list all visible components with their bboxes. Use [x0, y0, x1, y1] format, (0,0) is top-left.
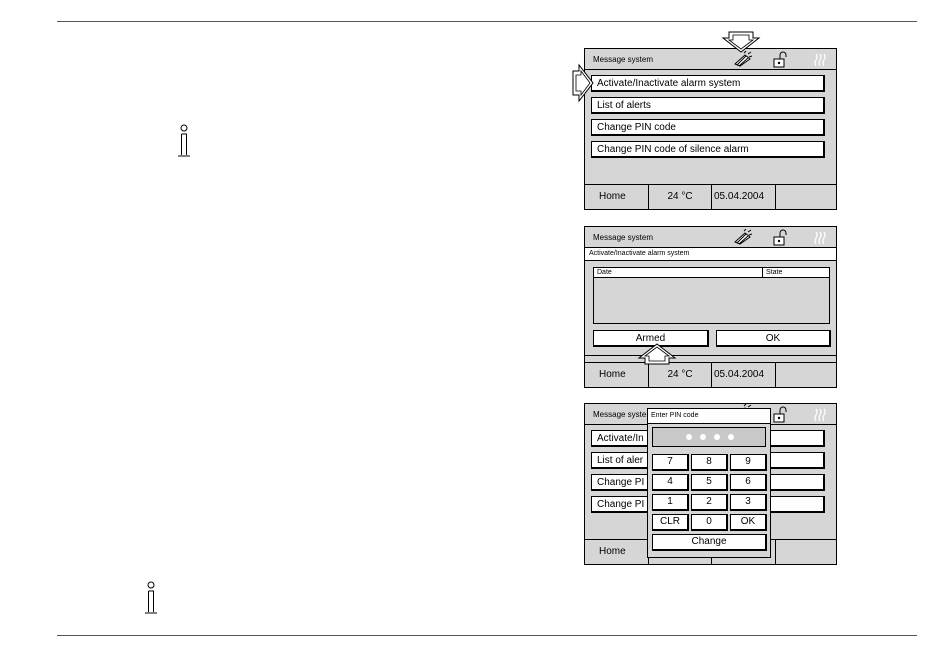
title-bar — [585, 227, 836, 248]
screen-activate-alarm-dialog — [584, 226, 837, 388]
menu-change-pin-button[interactable]: Change PIN code — [591, 119, 825, 136]
open-padlock-icon[interactable] — [773, 51, 789, 68]
pin-dialog-title: Enter PIN code — [648, 409, 770, 424]
menu-activate-alarm-button[interactable]: Activate/Inactivate alarm system — [591, 75, 825, 92]
heat-waves-icon — [814, 53, 826, 67]
key-0[interactable]: 0 — [691, 514, 728, 531]
menu-list-of-alerts-button[interactable]: List of alerts — [591, 97, 825, 114]
menu-change-silence-pin-button[interactable]: Change PI — [591, 496, 825, 513]
temperature-display: 24 °C — [648, 185, 711, 209]
top-rule — [57, 21, 917, 22]
key-6[interactable]: 6 — [730, 474, 767, 491]
key-1[interactable]: 1 — [652, 494, 689, 511]
menu-change-silence-pin-button[interactable]: Change PIN code of silence alarm — [591, 141, 825, 158]
pin-entry-dialog — [647, 408, 771, 558]
screen-enter-pin — [584, 403, 837, 565]
screen-message-system-menu — [584, 48, 837, 210]
status-bar — [585, 184, 836, 209]
info-icon — [177, 124, 191, 160]
column-state: State — [762, 268, 782, 277]
home-button[interactable]: Home — [599, 191, 626, 202]
screen-title: Message system — [593, 233, 654, 242]
home-button[interactable]: Home — [599, 369, 626, 380]
status-cell-empty — [775, 540, 837, 564]
alarm-history-table — [593, 267, 830, 324]
temperature-display: 24 °C — [648, 363, 711, 387]
pin-digit-dot — [686, 434, 692, 440]
armed-button[interactable]: Armed — [593, 330, 709, 347]
status-cell-empty — [775, 363, 837, 387]
dialog — [585, 248, 836, 356]
screen-title: Message system — [593, 55, 654, 64]
pointer-arrow-icon — [572, 63, 594, 103]
table-header — [594, 268, 829, 278]
key-3[interactable]: 3 — [730, 494, 767, 511]
date-display: 05.04.2004 — [711, 185, 775, 209]
menu-list-of-alerts-button[interactable]: List of aler — [591, 452, 825, 469]
pin-digit-dot — [700, 434, 706, 440]
key-ok[interactable]: OK — [730, 514, 767, 531]
pin-display — [652, 427, 766, 447]
key-4[interactable]: 4 — [652, 474, 689, 491]
screen-title: Message syste — [593, 410, 647, 419]
key-clear[interactable]: CLR — [652, 514, 689, 531]
fire-alarm-icon[interactable] — [733, 51, 753, 68]
column-date: Date — [597, 269, 612, 276]
title-bar — [585, 49, 836, 70]
key-7[interactable]: 7 — [652, 454, 689, 471]
key-8[interactable]: 8 — [691, 454, 728, 471]
menu-activate-alarm-button[interactable]: Activate/In — [591, 430, 825, 447]
pin-digit-dot — [714, 434, 720, 440]
ok-button[interactable]: OK — [716, 330, 831, 347]
key-5[interactable]: 5 — [691, 474, 728, 491]
open-padlock-icon[interactable] — [773, 229, 789, 246]
dialog-title: Activate/Inactivate alarm system — [589, 250, 690, 257]
key-2[interactable]: 2 — [691, 494, 728, 511]
date-display: 05.04.2004 — [711, 363, 775, 387]
heat-waves-icon — [814, 231, 826, 245]
status-cell-empty — [775, 185, 837, 209]
pointer-arrow-icon — [721, 31, 761, 53]
home-button[interactable]: Home — [599, 546, 626, 557]
change-pin-button[interactable]: Change — [652, 534, 767, 551]
open-padlock-icon[interactable] — [773, 406, 789, 423]
menu-change-pin-button[interactable]: Change PI — [591, 474, 825, 491]
fire-alarm-icon[interactable] — [733, 229, 753, 246]
status-bar — [585, 362, 836, 387]
heat-waves-icon — [814, 408, 826, 422]
info-icon — [144, 581, 158, 617]
pin-digit-dot — [728, 434, 734, 440]
pointer-arrow-icon — [637, 343, 677, 365]
bottom-rule — [57, 635, 917, 636]
key-9[interactable]: 9 — [730, 454, 767, 471]
